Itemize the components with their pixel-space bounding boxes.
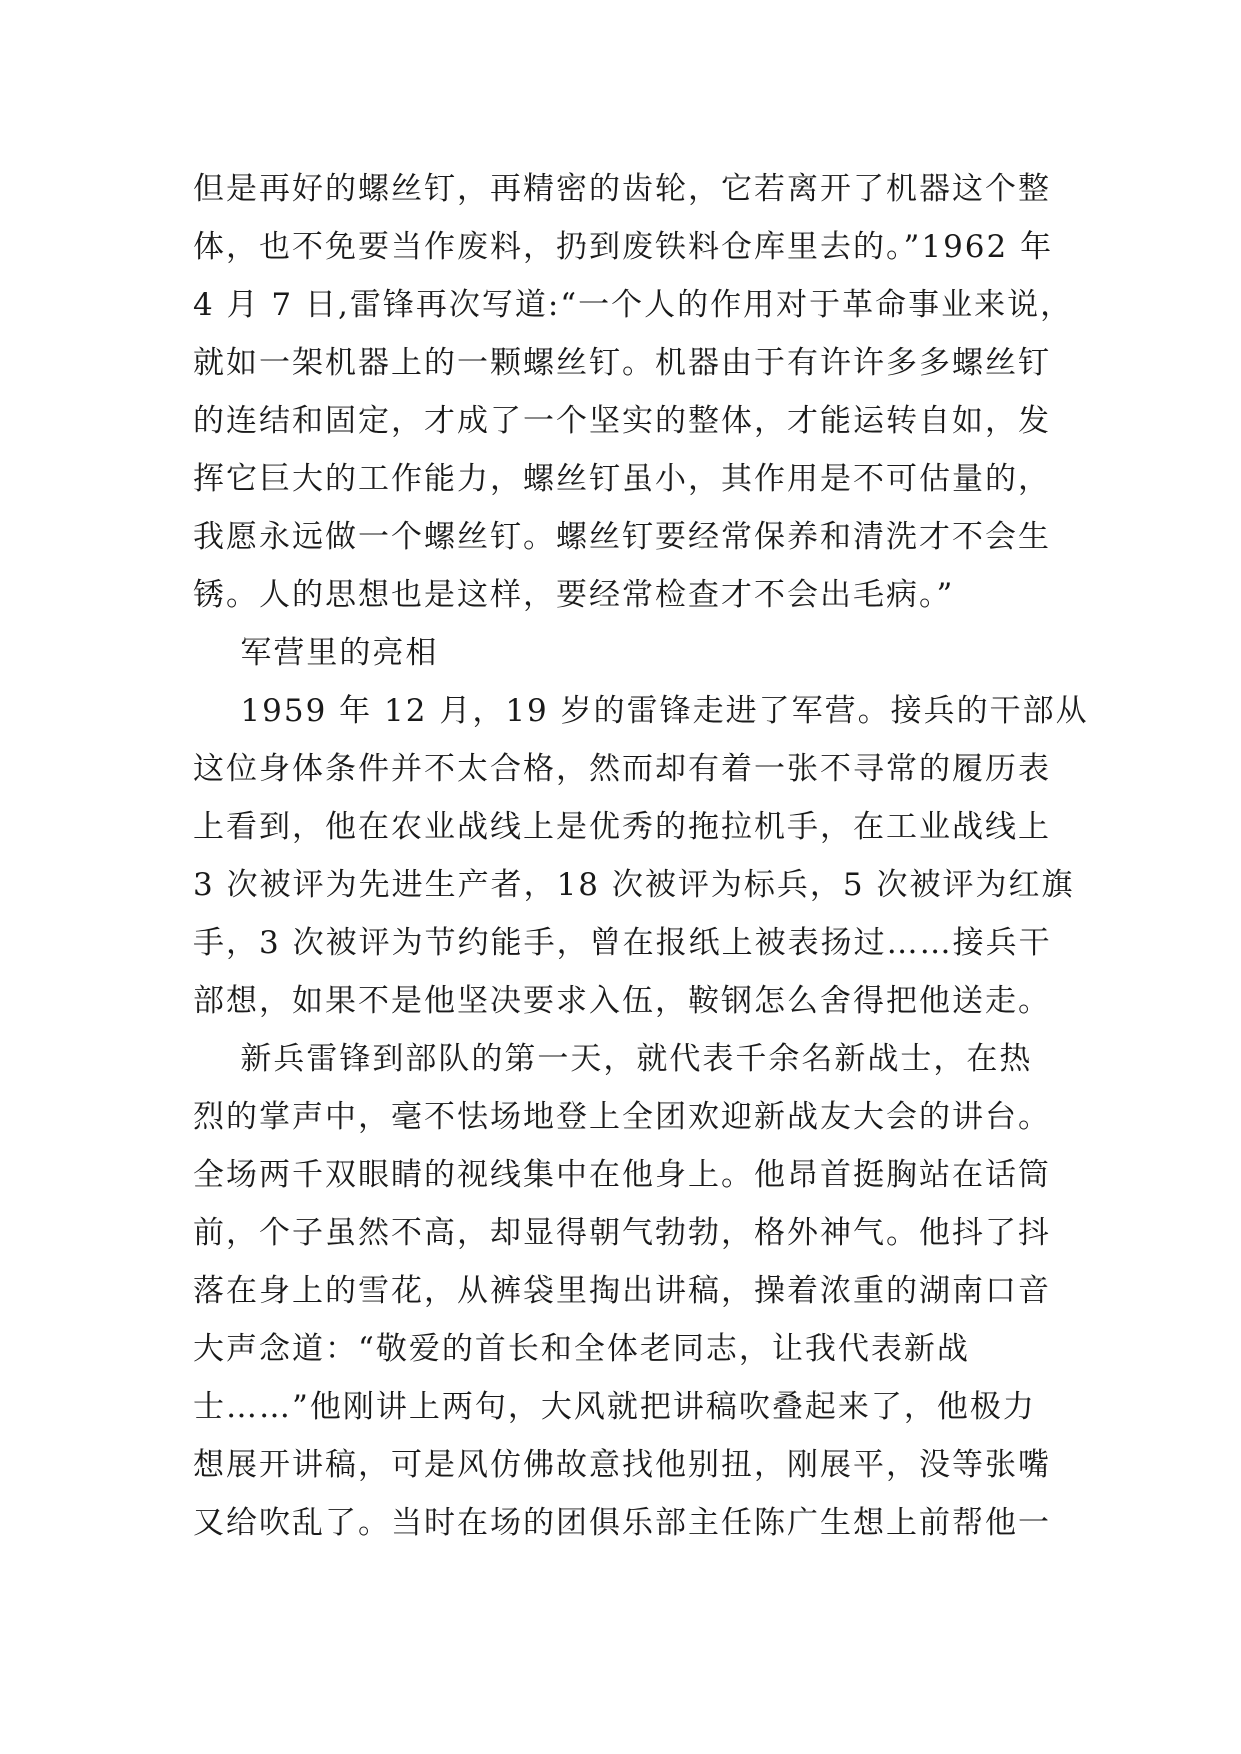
text-line: 体，也不免要当作废料，扔到废铁料仓库里去的。”1962 年	[193, 229, 1054, 265]
text-line: 3 次被评为先进生产者，18 次被评为标兵，5 次被评为红旗	[193, 867, 1075, 903]
text-line: 就如一架机器上的一颗螺丝钉。机器由于有许许多多螺丝钉	[193, 345, 1051, 381]
text-line: 我愿永远做一个螺丝钉。螺丝钉要经常保养和清洗才不会生	[193, 519, 1051, 555]
text-line: 想展开讲稿，可是风仿佛故意找他别扭，刚展平，没等张嘴	[193, 1447, 1051, 1483]
text-line: 落在身上的雪花，从裤袋里掏出讲稿，操着浓重的湖南口音	[193, 1273, 1051, 1309]
text-line: 大声念道：“敬爱的首长和全体老同志，让我代表新战	[193, 1331, 970, 1367]
text-line: 全场两千双眼睛的视线集中在他身上。他昂首挺胸站在话筒	[193, 1157, 1051, 1193]
text-line: 烈的掌声中，毫不怯场地登上全团欢迎新战友大会的讲台。	[193, 1099, 1051, 1135]
text-line: 挥它巨大的工作能力，螺丝钉虽小，其作用是不可估量的，	[193, 461, 1051, 497]
text-line: 4 月 7 日,雷锋再次写道:“一个人的作用对于革命事业来说，	[193, 287, 1074, 323]
text-line: 部想，如果不是他坚决要求入伍，鞍钢怎么舍得把他送走。	[193, 983, 1051, 1019]
text-line: 上看到，他在农业战线上是优秀的拖拉机手，在工业战线上	[193, 809, 1051, 845]
section-heading: 军营里的亮相	[193, 635, 439, 671]
text-line: 前，个子虽然不高，却显得朝气勃勃，格外神气。他抖了抖	[193, 1215, 1051, 1251]
text-line: 又给吹乱了。当时在场的团俱乐部主任陈广生想上前帮他一	[193, 1505, 1051, 1541]
text-line: 但是再好的螺丝钉，再精密的齿轮，它若离开了机器这个整	[193, 171, 1051, 207]
text-line: 这位身体条件并不太合格，然而却有着一张不寻常的履历表	[193, 751, 1051, 787]
text-line: 士……”他刚讲上两句，大风就把讲稿吹叠起来了，他极力	[193, 1389, 1036, 1425]
text-line: 的连结和固定，才成了一个坚实的整体，才能运转自如，发	[193, 403, 1051, 439]
text-line: 锈。人的思想也是这样，要经常检查才不会出毛病。”	[193, 577, 955, 613]
text-line: 手，3 次被评为节约能手，曾在报纸上被表扬过……接兵干	[193, 925, 1052, 961]
text-line: 新兵雷锋到部队的第一天，就代表千余名新战士，在热	[193, 1041, 1033, 1077]
body-text	[193, 160, 1089, 1552]
text-line: 1959 年 12 月，19 岁的雷锋走进了军营。接兵的干部从	[193, 693, 1089, 729]
